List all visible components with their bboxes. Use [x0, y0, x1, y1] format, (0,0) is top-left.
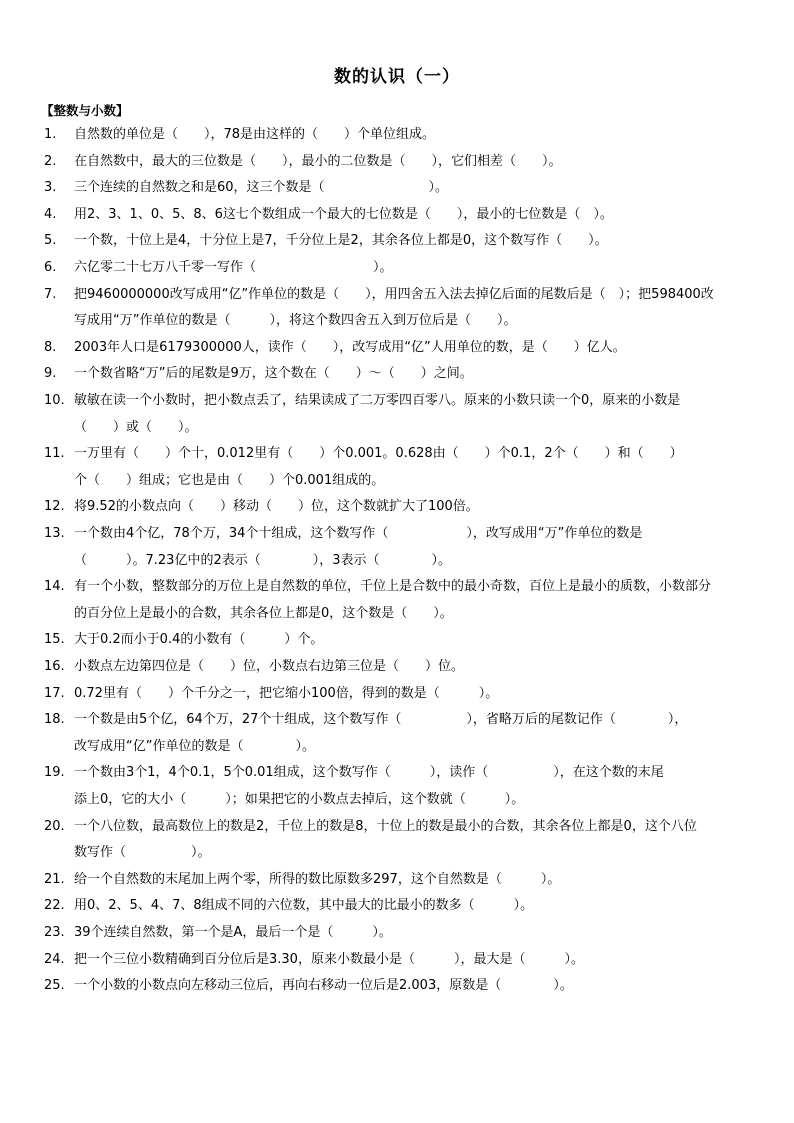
question-text: 一个小数的小数点向左移动三位后，再向右移动一位后是2.003，原数是（ ）。	[74, 978, 573, 994]
question-number: 21.	[44, 871, 65, 887]
question-number: 23.	[44, 925, 65, 940]
question-text: 在自然数中，最大的三位数是（ ），最小的二位数是（ ），它们相差（ ）。	[74, 153, 562, 169]
question-line	[44, 734, 764, 761]
question-line	[44, 202, 764, 229]
question-number: 2.	[44, 153, 57, 169]
question-number: 25.	[44, 978, 65, 994]
question-item	[44, 627, 764, 654]
question-text: 敏敏在读一个小数时，把小数点丢了，结果读成了二万零四百零八。原来的小数只读一个0，原来的小数是	[74, 393, 681, 408]
question-item	[44, 361, 764, 388]
question-text: 一个数省略“万”后的尾数是9万，这个数在（ ）～（ ）之间。	[74, 366, 473, 382]
question-text: 数写作（ ）。	[74, 845, 211, 861]
page-title: 数的认识（一）	[334, 67, 460, 87]
question-line	[44, 441, 764, 468]
question-item	[44, 202, 764, 229]
question-line	[44, 787, 764, 814]
question-line	[44, 654, 764, 681]
question-text: 0.72里有（ ）个千分之一，把它缩小100倍，得到的数是（ ）。	[74, 685, 499, 701]
question-text: 一个八位数，最高数位上的数是2，千位上的数是8，十位上的数是最小的合数，其余各位上都是0，这个八位	[74, 818, 697, 834]
question-item	[44, 920, 764, 947]
question-line	[44, 627, 764, 654]
question-line	[44, 681, 764, 708]
question-line	[44, 415, 764, 442]
question-text: 将9.52的小数点向（ ）移动（ ）位，这个数就扩大了100倍。	[74, 499, 479, 515]
question-line	[44, 574, 764, 601]
question-item	[44, 441, 764, 494]
question-line	[44, 521, 764, 548]
question-line	[44, 867, 764, 894]
question-number: 19.	[44, 765, 65, 781]
question-number: 3.	[44, 180, 57, 196]
question-text: 改写成用“亿”作单位的数是（ ）。	[74, 738, 315, 754]
question-item	[44, 122, 764, 149]
question-text: 大于0.2而小于0.4的小数有（ ）个。	[74, 632, 324, 648]
question-line	[44, 760, 764, 787]
question-number: 5.	[44, 233, 57, 249]
question-text: 个（ ）组成；它也是由（ ）个0.001组成的。	[74, 472, 385, 488]
question-item	[44, 388, 764, 441]
question-line	[44, 175, 764, 202]
question-line	[44, 947, 764, 974]
question-item	[44, 282, 764, 335]
question-text: 一个数，十位上是4，十分位上是7，千分位上是2，其余各位上都是0，这个数写作（ ）。	[74, 233, 608, 249]
question-item	[44, 175, 764, 202]
question-text: （ ）。7.23亿中的2表示（ ），3表示（ ）。	[74, 552, 451, 568]
question-line	[44, 548, 764, 575]
question-line	[44, 361, 764, 388]
question-item	[44, 654, 764, 681]
question-item	[44, 681, 764, 708]
question-line	[44, 814, 764, 841]
question-text: 一万里有（ ）个十，0.012里有（ ）个0.001。0.628由（ ）个0.1，2个（ ）和（ ）	[74, 446, 683, 462]
question-item	[44, 867, 764, 894]
question-text: 有一个小数，整数部分的万位上是自然数的单位，千位上是合数中的最小奇数，百位上是最小的质数，小数部分	[74, 579, 712, 595]
question-item	[44, 973, 764, 1000]
question-line	[44, 255, 764, 282]
question-number: 24.	[44, 951, 65, 967]
question-text: （ ）或（ ）。	[74, 419, 198, 435]
question-text: 用0、2、5、4、7、8组成不同的六位数，其中最大的比最小的数多（ ）。	[74, 898, 534, 914]
question-number: 18.	[44, 712, 65, 728]
question-number: 17.	[44, 685, 65, 701]
question-line	[44, 468, 764, 495]
question-text: 39个连续自然数，第一个是A，最后一个是（ ）。	[74, 925, 392, 940]
question-number: 22.	[44, 898, 65, 914]
question-number: 15.	[44, 632, 65, 648]
question-item	[44, 814, 764, 867]
question-line	[44, 122, 764, 149]
question-line	[44, 707, 764, 734]
question-line	[44, 282, 764, 309]
question-item	[44, 255, 764, 282]
question-number: 11.	[44, 446, 65, 462]
question-item	[44, 893, 764, 920]
question-line	[44, 601, 764, 628]
question-item	[44, 760, 764, 813]
question-item	[44, 335, 764, 362]
question-number: 4.	[44, 206, 57, 222]
question-number: 1.	[44, 127, 57, 142]
question-text: 一个数由3个1，4个0.1，5个0.01组成，这个数写作（ ），读作（ ），在这个数的末尾	[74, 765, 664, 781]
section-heading: 【整数与小数】	[41, 103, 129, 118]
question-item	[44, 947, 764, 974]
question-line	[44, 335, 764, 362]
question-text: 添上0，它的大小（ ）；如果把它的小数点去掉后，这个数就（ ）。	[74, 791, 525, 807]
question-line	[44, 973, 764, 1000]
question-line	[44, 893, 764, 920]
question-number: 6.	[44, 260, 57, 275]
question-text: 2003年人口是6179300000人，读作（ ），改写成用“亿”人用单位的数，是（ ）亿人。	[74, 339, 626, 355]
question-number: 16.	[44, 659, 65, 674]
question-text: 写成用“万”作单位的数是（ ），将这个数四舍五入到万位后是（ ）。	[74, 313, 517, 329]
question-item	[44, 574, 764, 627]
question-text: 的百分位上是最小的合数，其余各位上都是0，这个数是（ ）。	[74, 605, 453, 621]
question-line	[44, 920, 764, 947]
question-text: 把一个三位小数精确到百分位后是3.30，原来小数最小是（ ），最大是（ ）。	[74, 951, 584, 967]
question-text: 一个数是由5个亿，64个万，27个十组成，这个数写作（ ），省略万后的尾数记作（ ），	[74, 712, 688, 728]
question-number: 20.	[44, 818, 65, 834]
question-text: 用2、3、1、0、5、8、6这七个数组成一个最大的七位数是（ ），最小的七位数是（ ）。	[74, 206, 613, 222]
question-item	[44, 494, 764, 521]
question-text: 六亿零二十七万八千零一写作（ ）。	[74, 260, 393, 275]
question-item	[44, 149, 764, 176]
question-text: 小数点左边第四位是（ ）位，小数点右边第三位是（ ）位。	[74, 659, 465, 674]
question-line	[44, 149, 764, 176]
question-number: 10.	[44, 393, 65, 408]
question-line	[44, 494, 764, 521]
question-number: 14.	[44, 579, 65, 595]
question-item	[44, 228, 764, 255]
question-text: 给一个自然数的末尾加上两个零，所得的数比原数多297，这个自然数是（ ）。	[74, 871, 561, 887]
question-item	[44, 707, 764, 760]
question-line	[44, 388, 764, 415]
question-text: 一个数由4个亿，78个万，34个十组成，这个数写作（ ），改写成用“万”作单位的数是	[74, 526, 643, 541]
question-number: 8.	[44, 339, 57, 355]
question-text: 把9460000000改写成用“亿”作单位的数是（ ），用四舍五入法去掉亿后面的尾数后是（ ）；把598400改	[74, 286, 714, 302]
question-number: 13.	[44, 526, 65, 541]
question-number: 7.	[44, 286, 57, 302]
question-line	[44, 308, 764, 335]
question-text: 三个连续的自然数之和是60，这三个数是（ ）。	[74, 180, 449, 196]
question-number: 12.	[44, 499, 65, 515]
question-line	[44, 228, 764, 255]
question-number: 9.	[44, 366, 57, 382]
question-text: 自然数的单位是（ ），78是由这样的（ ）个单位组成。	[74, 127, 436, 142]
question-line	[44, 840, 764, 867]
question-item	[44, 521, 764, 574]
